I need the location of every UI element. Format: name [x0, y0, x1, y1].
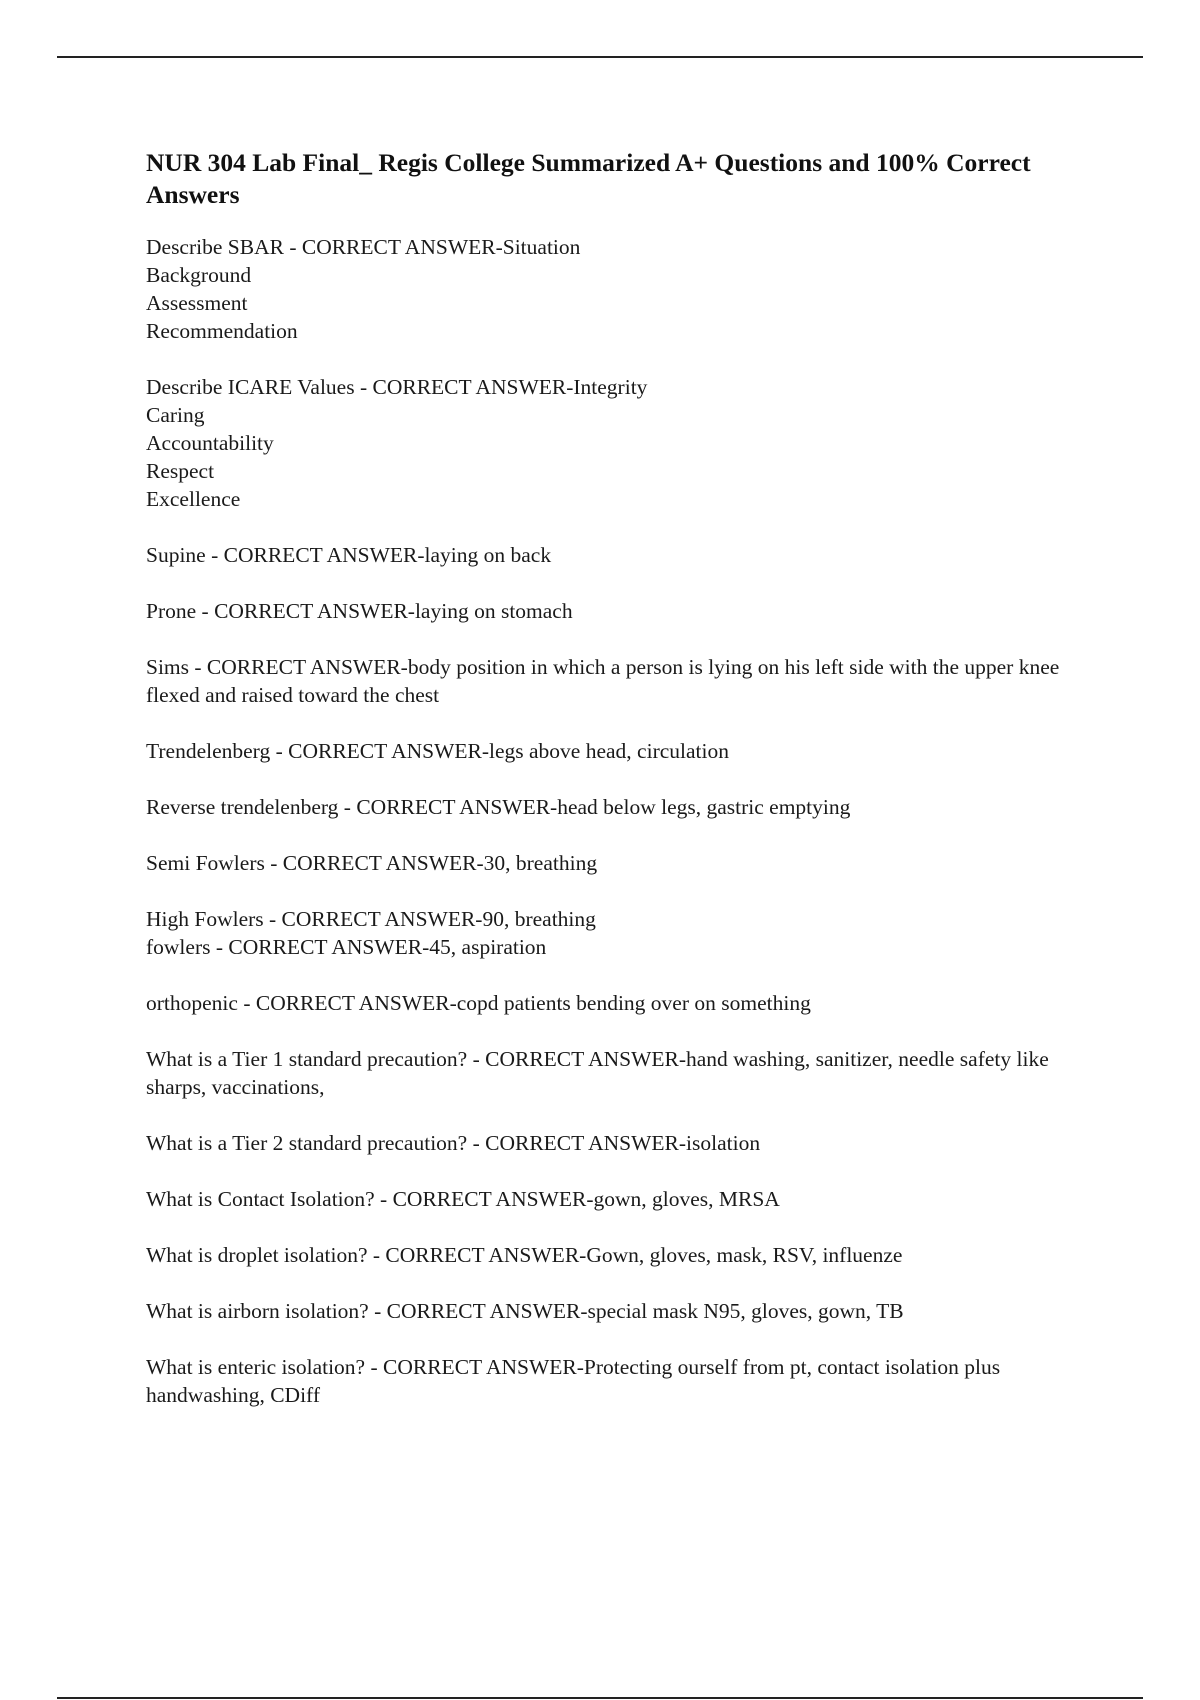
qa-entry	[146, 1129, 1086, 1157]
qa-entry	[146, 373, 1086, 513]
qa-question-line: What is enteric isolation? - CORRECT ANSWER-Protecting ourself from pt, contact isolation plus handwashing, CDiff	[146, 1355, 1006, 1407]
qa-question-line: fowlers - CORRECT ANSWER-45, aspiration	[146, 935, 547, 959]
qa-question-line: orthopenic - CORRECT ANSWER-copd patients bending over on something	[146, 991, 811, 1015]
top-rule	[57, 56, 1143, 58]
qa-question-line: Reverse trendelenberg - CORRECT ANSWER-head below legs, gastric emptying	[146, 795, 851, 819]
qa-question-line: What is droplet isolation? - CORRECT ANSWER-Gown, gloves, mask, RSV, influenze	[146, 1243, 903, 1267]
qa-entry	[146, 849, 1086, 877]
qa-answer-line: Assessment	[146, 291, 248, 315]
qa-entry	[146, 597, 1086, 625]
bottom-rule	[57, 1697, 1143, 1699]
document-title: NUR 304 Lab Final_ Regis College Summarized A+ Questions and 100% Correct Answers	[146, 148, 1031, 209]
qa-question-line: What is a Tier 1 standard precaution? - CORRECT ANSWER-hand washing, sanitizer, needle safety like sharps, vaccinations,	[146, 1047, 1055, 1099]
qa-answer-line: Excellence	[146, 487, 241, 511]
qa-question-line: Sims - CORRECT ANSWER-body position in which a person is lying on his left side with the upper knee flexed and raised toward the chest	[146, 655, 1065, 707]
qa-answer-line: Caring	[146, 403, 205, 427]
qa-question-line: What is airborn isolation? - CORRECT ANSWER-special mask N95, gloves, gown, TB	[146, 1299, 904, 1323]
qa-question-line: High Fowlers - CORRECT ANSWER-90, breathing	[146, 907, 596, 931]
qa-list	[146, 233, 1086, 1409]
qa-entry	[146, 1353, 1086, 1409]
qa-entry	[146, 653, 1086, 709]
qa-answer-line: Respect	[146, 459, 215, 483]
qa-question-line: Semi Fowlers - CORRECT ANSWER-30, breathing	[146, 851, 598, 875]
document-body	[146, 147, 1086, 1437]
qa-entry	[146, 905, 1086, 933]
qa-answer-line: Accountability	[146, 431, 274, 455]
qa-entry	[146, 793, 1086, 821]
qa-entry	[146, 737, 1086, 765]
qa-entry	[146, 989, 1086, 1017]
qa-answer-line: Background	[146, 263, 252, 287]
qa-entry	[146, 233, 1086, 345]
qa-question-line: Describe ICARE Values - CORRECT ANSWER-Integrity	[146, 375, 648, 399]
qa-entry	[146, 541, 1086, 569]
qa-entry	[146, 1241, 1086, 1269]
qa-entry	[146, 1045, 1086, 1101]
qa-answer-line: Recommendation	[146, 319, 298, 343]
qa-entry	[146, 1297, 1086, 1325]
qa-question-line: Describe SBAR - CORRECT ANSWER-Situation	[146, 235, 581, 259]
qa-entry	[146, 933, 1086, 961]
qa-question-line: What is a Tier 2 standard precaution? - CORRECT ANSWER-isolation	[146, 1131, 761, 1155]
qa-question-line: Supine - CORRECT ANSWER-laying on back	[146, 543, 552, 567]
qa-entry	[146, 1185, 1086, 1213]
qa-question-line: Trendelenberg - CORRECT ANSWER-legs above head, circulation	[146, 739, 729, 763]
qa-question-line: Prone - CORRECT ANSWER-laying on stomach	[146, 599, 573, 623]
qa-question-line: What is Contact Isolation? - CORRECT ANSWER-gown, gloves, MRSA	[146, 1187, 780, 1211]
